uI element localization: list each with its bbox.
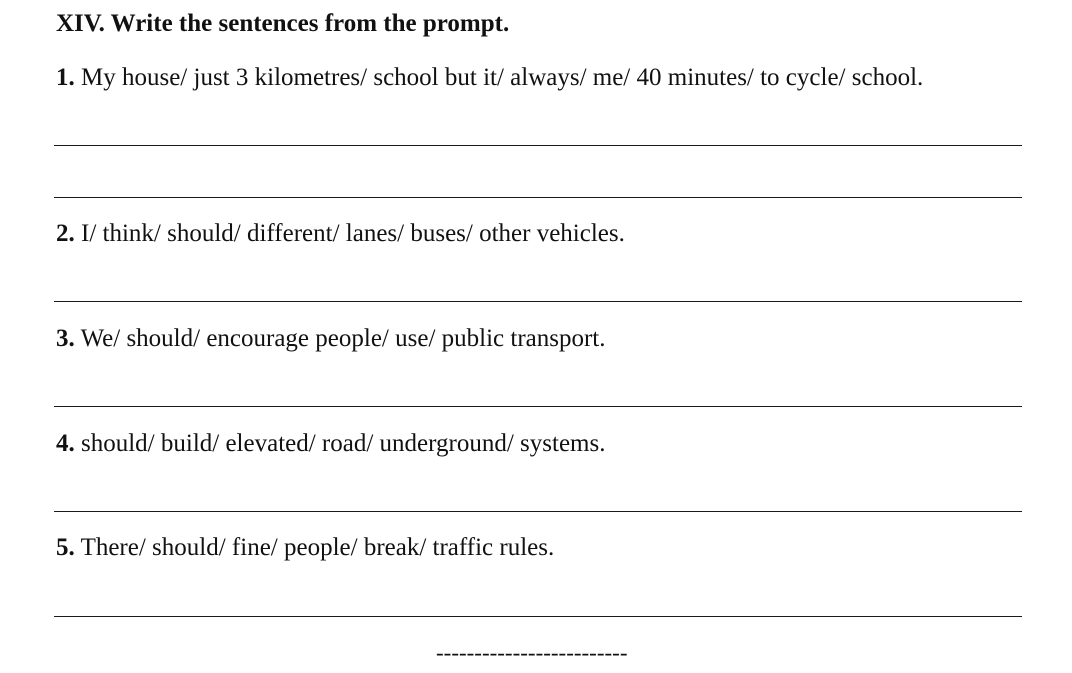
exercise-item-2 — [56, 220, 625, 248]
item-number: 1. — [56, 64, 75, 91]
item-number: 2. — [56, 220, 75, 247]
item-number: 4. — [56, 430, 75, 457]
exercise-item-4 — [56, 430, 605, 458]
item-prompt: I/ think/ should/ different/ lanes/ buses/ other vehicles. — [81, 220, 625, 247]
answer-line[interactable] — [54, 145, 1022, 146]
item-prompt: should/ build/ elevated/ road/ underground/ systems. — [81, 430, 606, 457]
exercise-title: XIV. Write the sentences from the prompt. — [56, 10, 510, 37]
item-number: 5. — [56, 534, 75, 561]
item-prompt: There/ should/ fine/ people/ break/ traffic rules. — [80, 534, 555, 561]
end-marker: ------------------------- — [436, 640, 628, 665]
answer-line[interactable] — [54, 511, 1022, 512]
answer-line[interactable] — [54, 301, 1022, 302]
item-prompt: We/ should/ encourage people/ use/ public transport. — [80, 325, 606, 352]
exercise-item-3 — [56, 325, 606, 353]
item-number: 3. — [56, 325, 75, 352]
exercise-item-5 — [56, 534, 554, 562]
answer-line[interactable] — [54, 197, 1022, 198]
answer-line[interactable] — [54, 406, 1022, 407]
answer-line[interactable] — [54, 616, 1022, 617]
item-prompt: My house/ just 3 kilometres/ school but it/ always/ me/ 40 minutes/ to cycle/ school. — [81, 64, 924, 91]
exercise-item-1 — [56, 64, 923, 92]
